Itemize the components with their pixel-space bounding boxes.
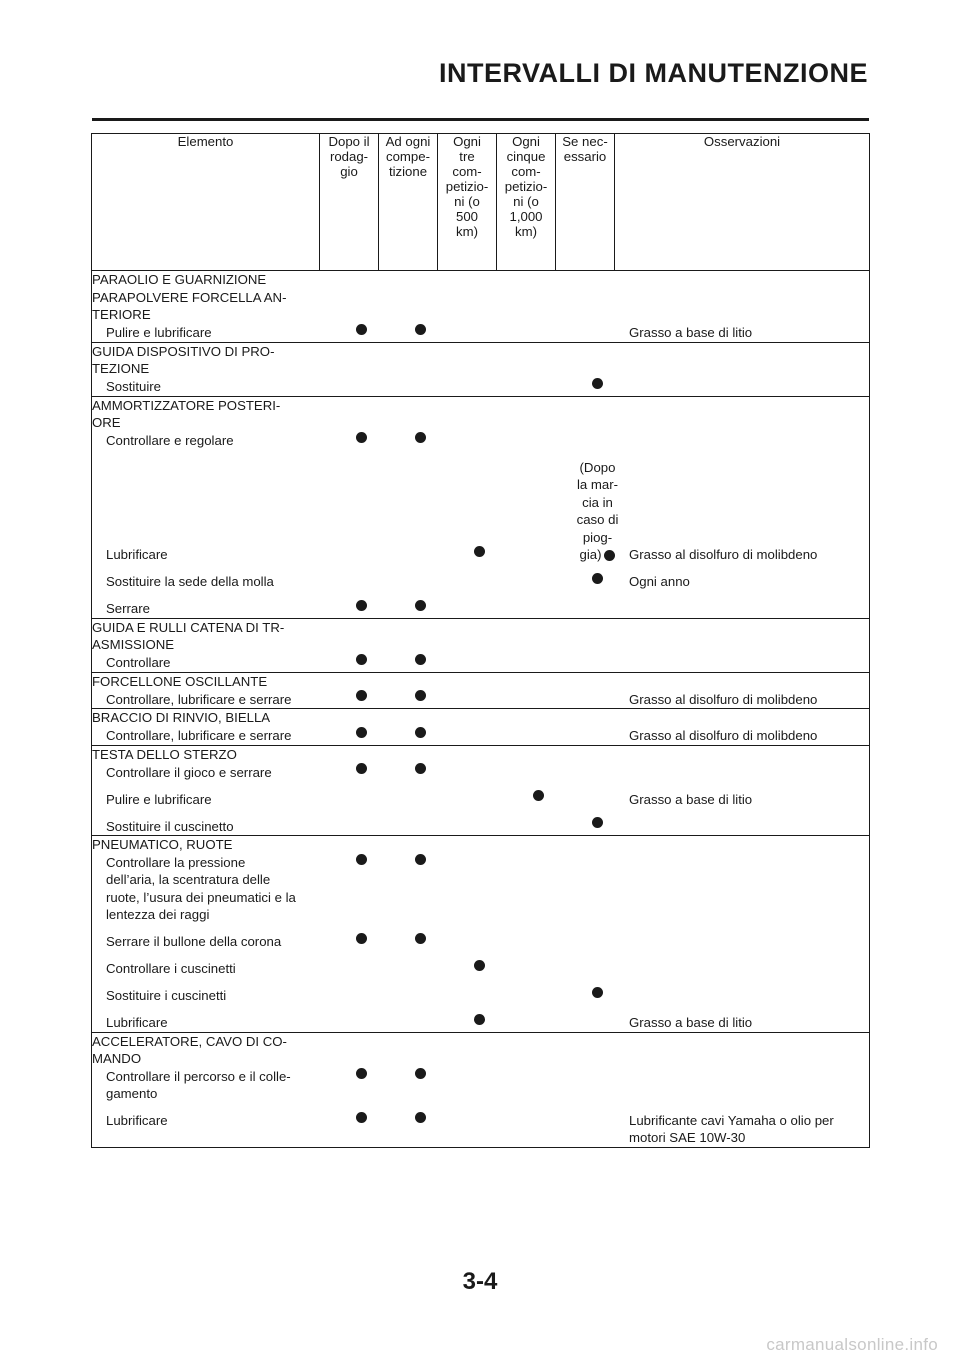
table-row — [92, 745, 870, 836]
interval-mark-cell — [568, 459, 627, 564]
task-note: Ogni anno — [629, 574, 690, 589]
task-action: Sostituire — [106, 379, 161, 394]
interval-mark-cell — [332, 432, 391, 450]
task-action: Controllare i cuscinetti — [106, 961, 236, 976]
interval-mark-cell — [568, 378, 627, 396]
table-row — [92, 672, 870, 709]
table-row — [92, 271, 870, 343]
page-title: INTERVALLI DI MANUTENZIONE — [439, 58, 868, 88]
filled-dot-icon — [415, 763, 426, 774]
interval-mark-cell — [391, 432, 450, 450]
task-note: Lubrificante cavi Yamaha o olio per motori SAE 10W-30 — [629, 1112, 834, 1145]
filled-dot-icon — [592, 987, 603, 998]
interval-mark-cell — [332, 1068, 391, 1086]
filled-dot-icon — [356, 854, 367, 865]
filled-dot-icon — [356, 654, 367, 665]
filled-dot-icon — [592, 573, 603, 584]
section-category: FORCELLONE OSCILLANTE — [92, 673, 268, 689]
filled-dot-icon — [356, 763, 367, 774]
section-cell — [92, 836, 870, 1033]
table-header-row — [92, 134, 870, 271]
section-cell — [92, 745, 870, 836]
task-row — [92, 763, 869, 781]
filled-dot-icon — [415, 690, 426, 701]
filled-dot-icon — [604, 550, 615, 561]
filled-dot-icon — [415, 324, 426, 335]
interval-mark-cell — [568, 987, 627, 1005]
task-action: Sostituire la sede della molla — [106, 574, 274, 589]
task-row — [92, 432, 869, 450]
task-row — [92, 817, 869, 835]
filled-dot-icon — [356, 690, 367, 701]
filled-dot-icon — [592, 378, 603, 389]
interval-mark-cell — [332, 854, 391, 872]
section-category: BRACCIO DI RINVIO, BIELLA — [92, 710, 271, 725]
interval-mark-cell — [450, 960, 509, 978]
task-row — [92, 459, 869, 564]
interval-mark-cell — [332, 763, 391, 781]
table-row — [92, 396, 870, 618]
task-note: Grasso a base di litio — [629, 325, 753, 340]
task-row — [92, 854, 869, 924]
section-cell — [92, 618, 870, 672]
interval-mark-cell — [332, 324, 391, 342]
task-action: Controllare il gioco e serrare — [106, 764, 272, 780]
section-cell — [92, 396, 870, 618]
header-elemento: Elemento — [92, 134, 320, 271]
interval-mark-cell — [391, 854, 450, 872]
interval-mark-cell — [391, 324, 450, 342]
task-row — [92, 324, 869, 342]
interval-mark-cell — [391, 654, 450, 672]
task-row — [92, 727, 869, 745]
task-row — [92, 1014, 869, 1032]
task-row — [92, 690, 869, 708]
task-action: Pulire e lubrificare — [106, 325, 212, 340]
filled-dot-icon — [474, 546, 485, 557]
task-row — [92, 933, 869, 951]
task-action: Serrare — [106, 601, 150, 616]
task-row — [92, 654, 869, 672]
interval-mark-cell — [450, 1014, 509, 1032]
table-row — [92, 342, 870, 396]
filled-dot-icon — [415, 1068, 426, 1079]
interval-mark-cell — [391, 1112, 450, 1130]
filled-dot-icon — [356, 324, 367, 335]
task-action: Controllare — [106, 655, 171, 670]
filled-dot-icon — [533, 790, 544, 801]
filled-dot-icon — [356, 432, 367, 443]
task-action: Serrare il bullone della corona — [106, 934, 282, 949]
interval-mark-cell — [391, 600, 450, 618]
maintenance-table — [91, 133, 870, 1148]
filled-dot-icon — [415, 854, 426, 865]
section-category: TESTA DELLO STERZO — [92, 746, 237, 762]
header-ogni-cinque: Ogni cinque com- petizio- ni (o 1,000 km) — [497, 134, 556, 271]
interval-mark-cell — [332, 654, 391, 672]
task-action: Controllare, lubrificare e serrare — [106, 691, 292, 707]
header-ogni-competizione: Ad ogni compe- tizione — [379, 134, 438, 271]
section-cell — [92, 1032, 870, 1147]
interval-mark-cell — [568, 817, 627, 835]
interval-mark-cell — [509, 790, 568, 808]
interval-mark-cell — [332, 690, 391, 708]
task-note: Grasso al disolfuro di molibdeno — [629, 728, 818, 743]
task-note: Grasso al disolfuro di molibdeno — [629, 547, 818, 562]
section-category: GUIDA E RULLI CATENA DI TR- ASMISSIONE — [92, 619, 285, 652]
section-cell — [92, 271, 870, 343]
interval-mark-cell — [332, 933, 391, 951]
interval-mark-cell — [391, 763, 450, 781]
interval-mark-cell — [332, 600, 391, 618]
table-row — [92, 836, 870, 1033]
interval-mark-cell — [391, 1068, 450, 1086]
task-action: Controllare il percorso e il colle- gamento — [106, 1068, 291, 1101]
task-note: Grasso al disolfuro di molibdeno — [629, 691, 818, 707]
table-row — [92, 618, 870, 672]
section-cell — [92, 342, 870, 396]
header-osservazioni: Osservazioni — [615, 134, 870, 271]
task-action: Sostituire i cuscinetti — [106, 988, 227, 1003]
filled-dot-icon — [356, 1112, 367, 1123]
interval-mark-cell — [568, 573, 627, 591]
interval-mark-cell — [391, 690, 450, 708]
header-dopo-rodaggio: Dopo il rodag- gio — [320, 134, 379, 271]
task-note: Grasso a base di litio — [629, 791, 753, 807]
section-cell — [92, 672, 870, 709]
task-action: Pulire e lubrificare — [106, 791, 212, 807]
section-cell — [92, 709, 870, 746]
task-row — [92, 1068, 869, 1103]
task-action: Lubrificare — [106, 1015, 168, 1030]
rain-note: (Dopo la mar- cia in caso di piog- gia) — [576, 459, 619, 562]
section-category: AMMORTIZZATORE POSTERI- ORE — [92, 397, 281, 430]
interval-mark-cell — [391, 933, 450, 951]
filled-dot-icon — [356, 600, 367, 611]
section-category: GUIDA DISPOSITIVO DI PRO- TEZIONE — [92, 343, 275, 376]
page-number: 3-4 — [462, 1268, 498, 1295]
task-note: Grasso a base di litio — [629, 1015, 753, 1030]
filled-dot-icon — [415, 654, 426, 665]
task-row — [92, 987, 869, 1005]
section-category: ACCELERATORE, CAVO DI CO- MANDO — [92, 1033, 287, 1066]
interval-mark-cell — [332, 727, 391, 745]
watermark: carmanualsonline.info — [766, 1335, 938, 1354]
task-action: Controllare, lubrificare e serrare — [106, 728, 292, 743]
header-ogni-tre: Ogni tre com- petizio- ni (o 500 km) — [438, 134, 497, 271]
filled-dot-icon — [356, 727, 367, 738]
task-row — [92, 573, 869, 591]
table-row — [92, 709, 870, 746]
filled-dot-icon — [592, 817, 603, 828]
filled-dot-icon — [474, 960, 485, 971]
task-row — [92, 600, 869, 618]
task-action: Lubrificare — [106, 1112, 168, 1128]
filled-dot-icon — [474, 1014, 485, 1025]
filled-dot-icon — [356, 1068, 367, 1079]
header-se-necessario: Se nec- essario — [556, 134, 615, 271]
interval-mark-cell — [391, 727, 450, 745]
task-row — [92, 1112, 869, 1147]
table-row — [92, 1032, 870, 1147]
task-action: Lubrificare — [106, 547, 168, 562]
filled-dot-icon — [415, 727, 426, 738]
section-category: PNEUMATICO, RUOTE — [92, 837, 233, 852]
filled-dot-icon — [415, 933, 426, 944]
filled-dot-icon — [415, 1112, 426, 1123]
interval-mark-cell — [332, 1112, 391, 1130]
section-category: PARAOLIO E GUARNIZIONE PARAPOLVERE FORCELLA AN- TERIORE — [92, 272, 287, 322]
filled-dot-icon — [415, 600, 426, 611]
task-row — [92, 378, 869, 396]
title-rule — [92, 118, 869, 121]
task-action: Controllare e regolare — [106, 433, 234, 448]
task-action: Sostituire il cuscinetto — [106, 818, 234, 834]
interval-mark-cell — [450, 546, 509, 564]
filled-dot-icon — [356, 933, 367, 944]
filled-dot-icon — [415, 432, 426, 443]
task-action: Controllare la pressione dell’aria, la scentratura delle ruote, l’usura dei pneumatici e la lentezza dei raggi — [106, 854, 296, 922]
task-row — [92, 790, 869, 808]
task-row — [92, 960, 869, 978]
